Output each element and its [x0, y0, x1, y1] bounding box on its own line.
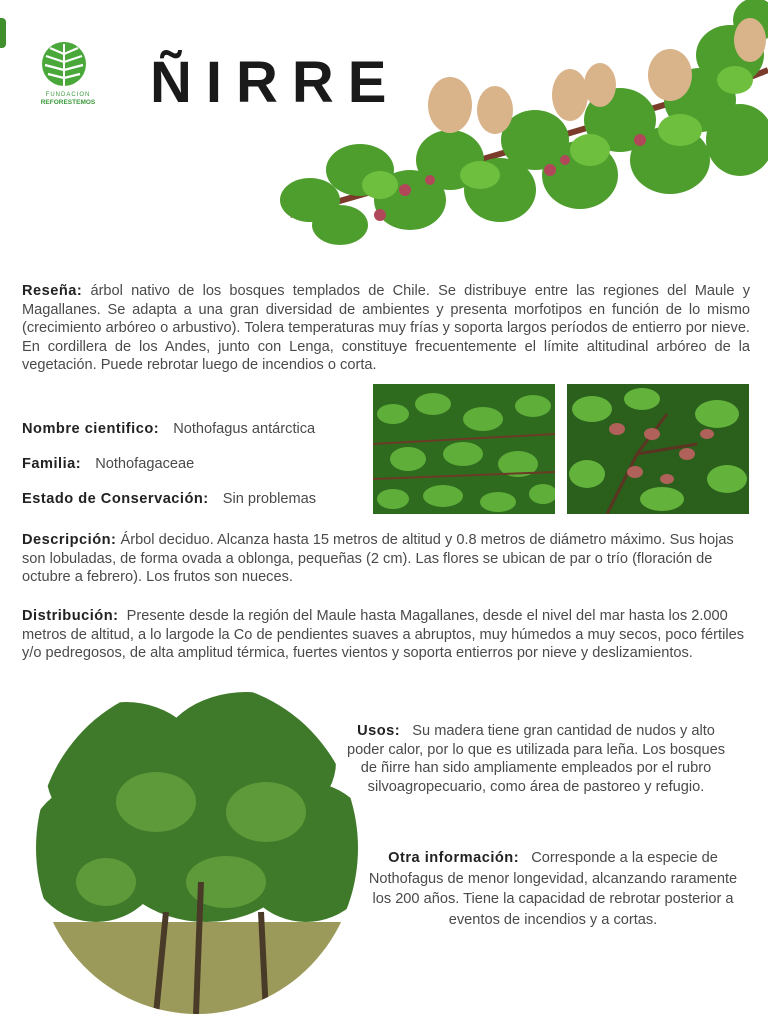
otra-informacion-section [348, 848, 758, 930]
family-value: Nothofagaceae [95, 456, 195, 472]
otra-line-1 [348, 848, 758, 869]
distribucion-text: Presente desde la región del Maule hasta Magallanes, desde el nivel del mar hasta los 2.000 metros de altitud, a lo largode la Co de pendientes suaves a abruptos, muy húmedos a muy secos, poco fértiles y/o pedregosos, de alta amplitud térmica, fuertes vientos y soporta entierros por nieve y deslizamientos. [22, 608, 744, 662]
leaves-photo [373, 384, 555, 514]
descripcion-label: Descripción: [22, 532, 117, 548]
resena-paragraph [22, 282, 750, 375]
usos-label: Usos: [357, 723, 401, 739]
distribucion-paragraph [22, 607, 750, 663]
usos-line-1 [326, 722, 746, 741]
resena-text: árbol nativo de los bosques templados de Chile. Se distribuye entre las regiones del Maule y Magallanes. Se adapta a una gran diversidad de ambientes y presenta morfotipos en función de lo mismo (crecimiento arbóreo o arbustivo). Tolera temperaturas muy frías y soporta largos períodos de entierro por nieve. En cordillera de los Andes, junto con Lenga, constituye frecuentemente el límite altitudinal arbóreo de la vegetación. Puede rebrotar luego de incendios o corta. [22, 283, 750, 374]
scientific-name-label: Nombre cientifico: [22, 421, 160, 437]
otra-label: Otra información: [388, 850, 520, 866]
otra-line-2: Nothofagus de menor longevidad, alcanzando raramente [368, 870, 738, 887]
descripcion-paragraph [22, 531, 750, 587]
scientific-name-value: Nothofagus antárctica [173, 421, 316, 437]
usos-line-4: silvoagropecuario, como área de pastoreo y refugio. [367, 778, 705, 795]
corner-leaf-decoration [0, 18, 6, 48]
conservation-status-row [22, 491, 316, 507]
logo-line-1: FUNDACION [45, 92, 91, 98]
tree-photo [36, 682, 358, 1014]
usos-section [326, 722, 746, 796]
family-row [22, 456, 194, 472]
otra-line-4: eventos de incendios y a cortas. [448, 911, 658, 928]
page-title: ÑIRRE [150, 50, 401, 115]
otra-line-3: los 200 años. Tiene la capacidad de rebrotar posterior a [372, 891, 734, 907]
usos-line-3: de ñirre han sido ampliamente empleados por el rubro [360, 760, 712, 777]
nirre-branch-image [280, 0, 768, 260]
resena-label: Reseña: [22, 283, 83, 299]
distribucion-label: Distribución: [22, 608, 119, 624]
family-label: Familia: [22, 456, 82, 472]
logo-line-2: REFORESTEMOS [40, 99, 96, 106]
usos-text-1: Su madera tiene gran cantidad de nudos y alto [412, 723, 715, 739]
descripcion-text: Árbol deciduo. Alcanza hasta 15 metros de altitud y 0.8 metros de diámetro máximo. Sus hojas son lobuladas, de forma ovada a oblonga, pequeñas (2 cm). Las flores se ubican de par o trío (floración de octubre a febrero). Los frutos son nueces. [22, 532, 734, 586]
otra-text-1: Corresponde a la especie de [531, 850, 718, 866]
scientific-name-row [22, 421, 315, 437]
logo-text [30, 92, 106, 106]
usos-line-2: poder calor, por lo que es utilizada para leña. Los bosques [346, 741, 726, 758]
conservation-status-label: Estado de Conservación: [22, 491, 209, 507]
conservation-status-value: Sin problemas [222, 491, 317, 507]
flowers-photo [567, 384, 749, 514]
